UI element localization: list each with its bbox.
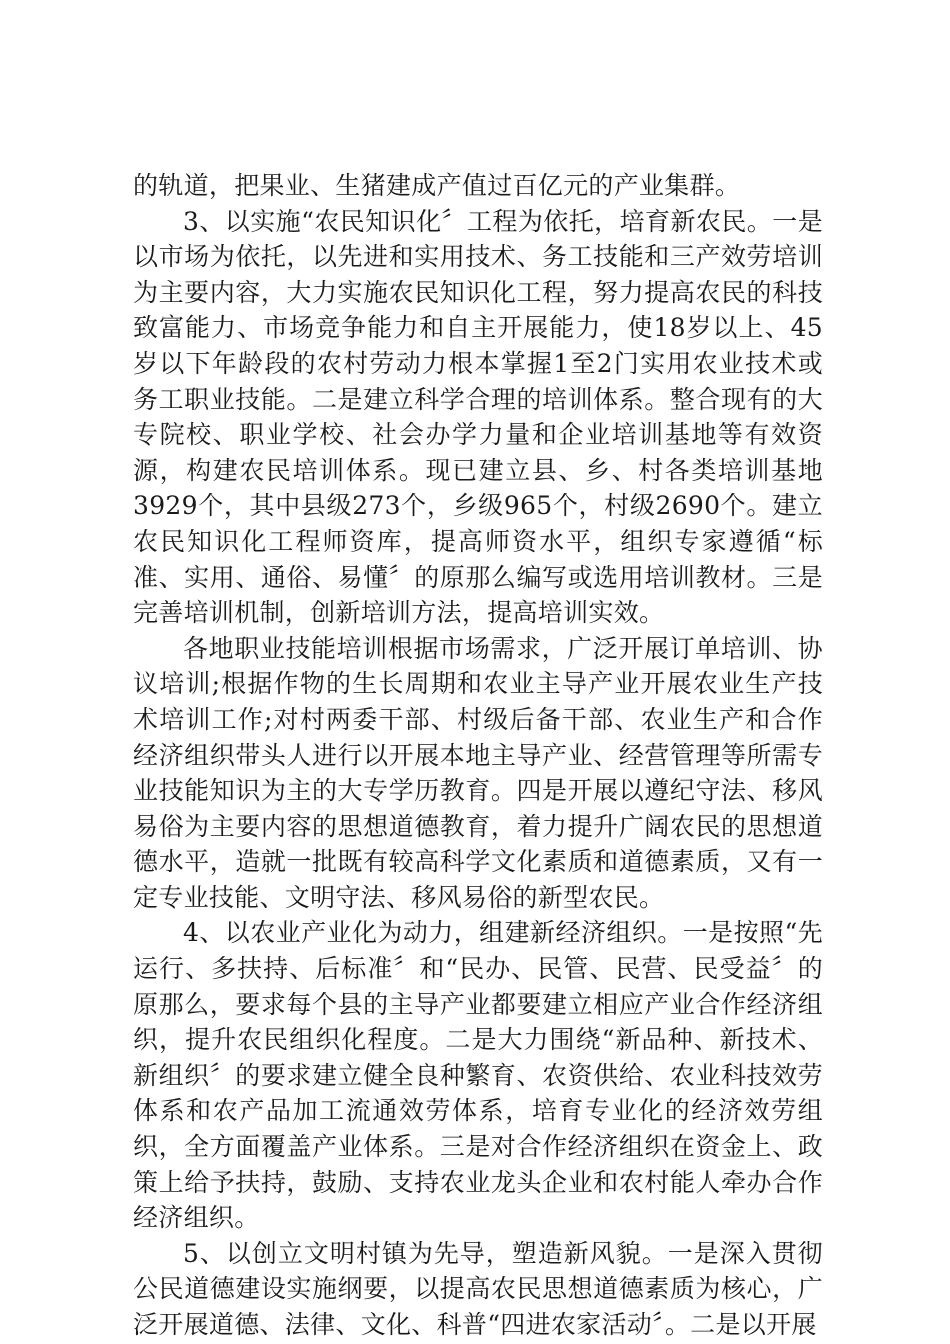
paragraph-continuation: 的轨道，把果业、生猪建成产值过百亿元的产业集群。 xyxy=(133,171,741,200)
paragraph-civilized-village: 5、以创立文明村镇为先导，塑造新风貌。一是深入贯彻公民道德建设实施纲要，以提高农民思想道德素质为核心，广泛开展道德、法律、文化、科普“四进农家活动〞。二是以开展 xyxy=(133,1238,823,1339)
paragraph-vocational-training: 各地职业技能培训根据市场需求，广泛开展订单培训、协议培训;根据作物的生长周期和农业主导产业开展农业生产技术培训工作;对村两委干部、村级后备干部、农业生产和合作经济组织带头人进行以开展本地主导产业、经营管理等所需专业技能知识为主的大专学历教育。四是开展以遵纪守法、移风易俗为主要内容的思想道德教育，着力提升广阔农民的思想道德水平，造就一批既有较高科学文化素质和道德素质，又有一定专业技能、文明守法、移风易俗的新型农民。 xyxy=(133,633,823,912)
document-body xyxy=(133,168,823,1343)
paragraph-economic-organization: 4、以农业产业化为动力，组建新经济组织。一是按照“先运行、多扶持、后标准〞和“民办、民管、民营、民受益〞的原那么，要求每个县的主导产业都要建立相应产业合作经济组织，提升农民组织化程度。二是大力围绕“新品种、新技术、新组织〞的要求建立健全良种繁育、农资供给、农业科技效劳体系和农产品加工流通效劳体系，培育专业化的经济效劳组织，全方面覆盖产业体系。三是对合作经济组织在资金上、政策上给予扶持，鼓励、支持农业龙头企业和农村能人牵办合作经济组织。 xyxy=(133,918,823,1233)
paragraph-farmer-knowledge: 3、以实施“农民知识化〞工程为依托，培育新农民。一是以市场为依托，以先进和实用技术、务工技能和三产效劳培训为主要内容，大力实施农民知识化工程，努力提高农民的科技致富能力、市场竞争能力和自主开展能力，使18岁以上、45岁以下年龄段的农村劳动力根本掌握1至2门实用农业技术或务工职业技能。二是建立科学合理的培训体系。整合现有的大专院校、职业学校、社会办学力量和企业培训基地等有效资源，构建农民培训体系。现已建立县、乡、村各类培训基地3929个，其中县级273个，乡级965个，村级2690个。建立农民知识化工程师资库，提高师资水平，组织专家遵循“标准、实用、通俗、易懂〞的原那么编写或选用培训教材。三是完善培训机制，创新培训方法，提高培训实效。 xyxy=(133,206,823,628)
